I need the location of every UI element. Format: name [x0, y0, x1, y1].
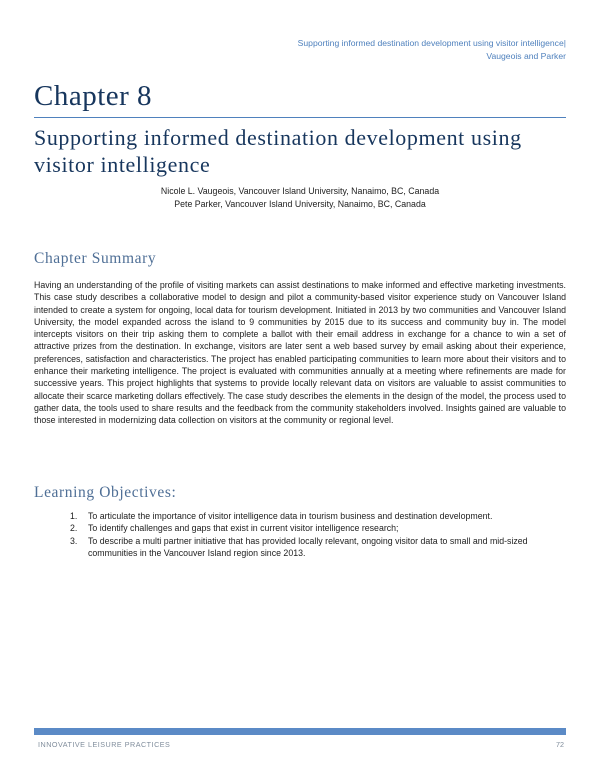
running-head: [206, 37, 566, 63]
chapter-number: Chapter 8: [34, 79, 566, 118]
list-item-text: To identify challenges and gaps that exist in current visitor intelligence research;: [88, 523, 399, 534]
list-item-text: To describe a multi partner initiative that has provided locally relevant, ongoing visitor data to small and mid-sized communities in the Vancouver Island region since 2013.: [88, 535, 528, 558]
running-head-title: Supporting informed destination development using visitor intelligence|: [297, 38, 566, 48]
list-item: [34, 535, 566, 560]
running-head-authors: Vaugeois and Parker: [486, 51, 566, 61]
author-2: Pete Parker, Vancouver Island University, Nanaimo, BC, Canada: [174, 199, 426, 209]
author-1: Nicole L. Vaugeois, Vancouver Island University, Nanaimo, BC, Canada: [160, 186, 440, 196]
list-item: [34, 510, 566, 522]
list-item-number: 2.: [70, 523, 78, 534]
chapter-summary-paragraph: Having an understanding of the profile of visiting markets can assist destinations to make informed and effective marketing investments. This case study describes a collaborative model to design and pilot a community-based visitor experience study on Vancouver Island intended to create a system for ongoing, local data for tourism development. Initiated in 2013 by two communities and Vancouver Island University, the model expanded across the island to 9 communities by 2015 due to its success and community buy in. The model intercepts visitors on their trip asking them to complete a ballot with their email address in exchange for a chance to win a set of attractive prizes from the destination. In exchange, visitors are later sent a web based survey by email asking about their experience, preferences, satisfaction and characteristics. The project has enabled participating communities to learn more about their visitors and to enhance their marketing intelligence. The project is evaluated with communities annually at a meeting where refinements are made for successive years. This project highlights that systems to provide locally relevant data on visitors are valuable to assist communities to allocate their scarce marketing dollars effectively. The case study describes the elements in the design of the model, the process used to gather data, the tools used to share results and the feedback from the community stakeholders involved. Insights gained are valuable to those interested in modernizing data collection on visitors at the community or regional level.: [34, 280, 566, 426]
footer-bar: [34, 728, 566, 735]
list-item-text: To articulate the importance of visitor intelligence data in tourism business and destination development.: [88, 511, 493, 521]
list-item: [34, 522, 566, 534]
page-number: 72: [556, 740, 564, 749]
learning-objectives-heading: Learning Objectives:: [34, 484, 177, 501]
chapter-summary-heading: Chapter Summary: [34, 250, 157, 267]
chapter-title: Supporting informed destination development using visitor intelligence: [34, 125, 522, 177]
list-item-number: 1.: [70, 511, 78, 521]
list-item-number: 3.: [70, 535, 78, 546]
author-block: [34, 185, 566, 211]
footer-book-title: INNOVATIVE LEISURE PRACTICES: [38, 740, 171, 749]
learning-objectives-list: [34, 510, 566, 559]
